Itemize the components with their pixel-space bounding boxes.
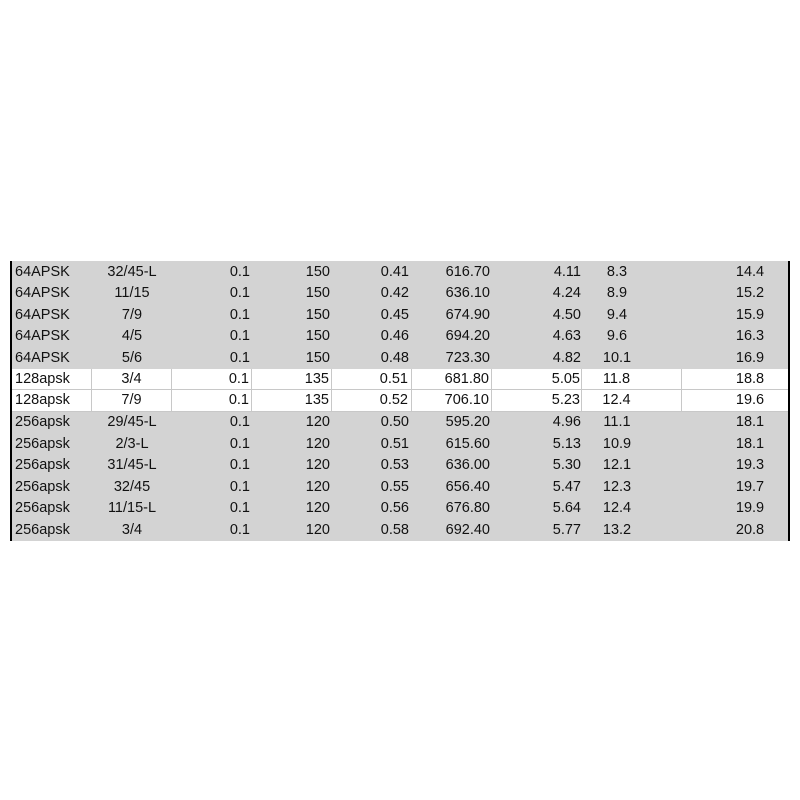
table-cell[interactable]: 11.1	[603, 414, 631, 431]
table-cell[interactable]: 0.1	[229, 349, 250, 366]
table-cell[interactable]: 7/9	[121, 306, 143, 323]
table-cell[interactable]: 150	[305, 328, 330, 345]
table-row	[12, 283, 788, 305]
table-cell[interactable]: 11.8	[582, 369, 682, 390]
table-cell[interactable]: 4.82	[552, 349, 581, 366]
table-cell[interactable]: 19.6	[735, 392, 765, 409]
table-cell[interactable]: 32/45	[113, 478, 151, 495]
table-cell[interactable]: 135	[252, 369, 332, 390]
table-cell[interactable]: 64APSK	[15, 285, 70, 302]
table-cell[interactable]: 0.1	[229, 521, 250, 538]
table-cell[interactable]: 616.70	[445, 263, 490, 280]
table-row	[12, 412, 788, 434]
table-cell[interactable]: 256apsk	[15, 414, 70, 431]
table-cell[interactable]: 12.1	[602, 457, 632, 474]
table-cell[interactable]: 20.8	[735, 521, 765, 538]
table-cell[interactable]: 150	[305, 306, 330, 323]
table-cell[interactable]: 120	[305, 457, 330, 474]
table-cell[interactable]: 64APSK	[15, 306, 70, 323]
table-cell[interactable]: 0.1	[229, 328, 250, 345]
table-cell[interactable]: 256apsk	[15, 500, 70, 517]
table-cell[interactable]: 0.46	[380, 328, 409, 345]
table-cell[interactable]: 128apsk	[12, 390, 92, 411]
table-cell[interactable]: 19.3	[735, 457, 765, 474]
table-cell[interactable]: 150	[305, 285, 330, 302]
table-row	[12, 476, 788, 498]
table-cell[interactable]: 0.55	[380, 478, 409, 495]
table-cell[interactable]: 64APSK	[15, 328, 70, 345]
table-cell[interactable]: 0.1	[229, 414, 250, 431]
table-cell[interactable]: 4/5	[121, 328, 143, 345]
table-cell[interactable]: 723.30	[445, 349, 490, 366]
table-cell[interactable]: 32/45-L	[107, 263, 157, 280]
table-cell[interactable]: 10.9	[602, 435, 632, 452]
table-cell[interactable]: 29/45-L	[107, 414, 157, 431]
table-cell[interactable]: 7/9	[92, 390, 172, 411]
table-cell[interactable]: 18.8	[735, 370, 765, 387]
table-cell[interactable]: 0.1	[229, 500, 250, 517]
table-cell[interactable]: 8.3	[606, 263, 628, 280]
table-cell[interactable]: 5.13	[552, 435, 581, 452]
table-cell[interactable]: 636.00	[445, 457, 490, 474]
table-cell[interactable]: 0.1	[172, 369, 252, 390]
table-row	[12, 498, 788, 520]
table-cell[interactable]: 11/15	[114, 285, 150, 302]
table-cell[interactable]: 64APSK	[15, 263, 70, 280]
table-cell[interactable]: 120	[305, 435, 330, 452]
table-cell[interactable]: 16.3	[735, 328, 765, 345]
table-cell[interactable]: 0.56	[380, 500, 409, 517]
table-cell[interactable]: 12.4	[602, 500, 632, 517]
table-cell[interactable]: 0.51	[332, 369, 412, 390]
table-cell[interactable]: 120	[305, 500, 330, 517]
table-cell[interactable]: 9.4	[606, 306, 628, 323]
table-cell[interactable]: 5/6	[121, 349, 143, 366]
table-cell[interactable]: 4.63	[552, 328, 581, 345]
table-cell[interactable]: 674.90	[445, 306, 490, 323]
table-cell[interactable]: 150	[305, 349, 330, 366]
table-cell[interactable]: 676.80	[445, 500, 490, 517]
table-cell[interactable]: 5.05	[492, 369, 582, 390]
table-cell[interactable]: 0.42	[380, 285, 409, 302]
table-cell[interactable]: 5.30	[552, 457, 581, 474]
table-cell[interactable]: 0.1	[229, 306, 250, 323]
table-cell[interactable]: 256apsk	[15, 457, 70, 474]
table-cell[interactable]: 0.1	[229, 285, 250, 302]
table-cell[interactable]: 3/4	[92, 369, 172, 390]
table-cell[interactable]: 12.4	[582, 390, 682, 411]
table-cell[interactable]: 19.9	[735, 500, 765, 517]
table-cell[interactable]: 150	[305, 263, 330, 280]
table-cell[interactable]: 0.58	[380, 521, 409, 538]
table-cell[interactable]: 14.4	[735, 263, 765, 280]
table-row	[12, 369, 788, 391]
table-row	[12, 390, 788, 412]
table-cell[interactable]: 595.20	[445, 414, 490, 431]
table-cell[interactable]: 694.20	[445, 328, 490, 345]
table-cell[interactable]: 120	[305, 478, 330, 495]
table-cell[interactable]: 0.53	[380, 457, 409, 474]
table-row	[12, 347, 788, 369]
table-cell[interactable]: 256apsk	[15, 435, 70, 452]
table-cell[interactable]: 11/15-L	[107, 500, 157, 517]
table-cell[interactable]: 256apsk	[15, 478, 70, 495]
table-cell[interactable]: 12.3	[602, 478, 632, 495]
table-cell[interactable]: 128apsk	[12, 369, 92, 390]
table-cell[interactable]: 0.45	[380, 306, 409, 323]
table-cell[interactable]: 4.50	[552, 306, 581, 323]
table-cell[interactable]: 5.77	[552, 521, 581, 538]
table-cell[interactable]: 0.48	[380, 349, 409, 366]
table-cell[interactable]: 4.24	[552, 285, 581, 302]
table-cell[interactable]: 0.1	[229, 435, 250, 452]
table-cell[interactable]: 18.1	[735, 414, 765, 431]
table-cell[interactable]: 5.64	[552, 500, 581, 517]
table-cell[interactable]: 9.6	[606, 328, 628, 345]
table-cell[interactable]: 15.2	[735, 285, 765, 302]
table-cell[interactable]: 636.10	[445, 285, 490, 302]
table-cell[interactable]: 0.1	[229, 263, 250, 280]
table-cell[interactable]: 18.1	[735, 435, 765, 452]
table-cell[interactable]: 135	[252, 390, 332, 411]
table-row	[12, 433, 788, 455]
table-cell[interactable]: 13.2	[602, 521, 632, 538]
table-cell[interactable]: 0.1	[229, 478, 250, 495]
table-row	[12, 261, 788, 283]
table-cell[interactable]: 31/45-L	[107, 457, 157, 474]
table-cell[interactable]: 10.1	[602, 349, 632, 366]
table-cell[interactable]: 681.80	[412, 369, 492, 390]
table-cell[interactable]: 0.1	[172, 390, 252, 411]
table-row	[12, 304, 788, 326]
table-cell[interactable]: 5.23	[492, 390, 582, 411]
table-cell[interactable]: 8.9	[606, 285, 628, 302]
table-cell[interactable]: 15.9	[735, 306, 765, 323]
table-cell[interactable]: 120	[305, 521, 330, 538]
table-cell[interactable]: 4.11	[553, 263, 581, 280]
table-cell[interactable]: 692.40	[445, 521, 490, 538]
table-cell[interactable]: 120	[305, 414, 330, 431]
table-cell[interactable]: 615.60	[445, 435, 490, 452]
table-cell[interactable]: 3/4	[121, 521, 143, 538]
table-cell[interactable]: 256apsk	[15, 521, 70, 538]
table-cell[interactable]: 2/3-L	[115, 435, 149, 452]
table-cell[interactable]: 0.50	[380, 414, 409, 431]
table-cell[interactable]: 0.51	[380, 435, 409, 452]
table-cell[interactable]: 5.47	[552, 478, 581, 495]
table-cell[interactable]: 0.41	[380, 263, 409, 280]
table-cell[interactable]: 0.1	[229, 457, 250, 474]
spreadsheet-table	[10, 261, 790, 541]
table-row	[12, 326, 788, 348]
table-cell[interactable]: 4.96	[552, 414, 581, 431]
table-cell[interactable]: 64APSK	[15, 349, 70, 366]
table-cell[interactable]: 656.40	[445, 478, 490, 495]
table-cell[interactable]: 0.52	[332, 390, 412, 411]
table-cell[interactable]: 19.7	[735, 478, 765, 495]
table-cell[interactable]: 16.9	[735, 349, 765, 366]
table-row	[12, 455, 788, 477]
table-row	[12, 519, 788, 541]
table-cell[interactable]: 706.10	[412, 390, 492, 411]
